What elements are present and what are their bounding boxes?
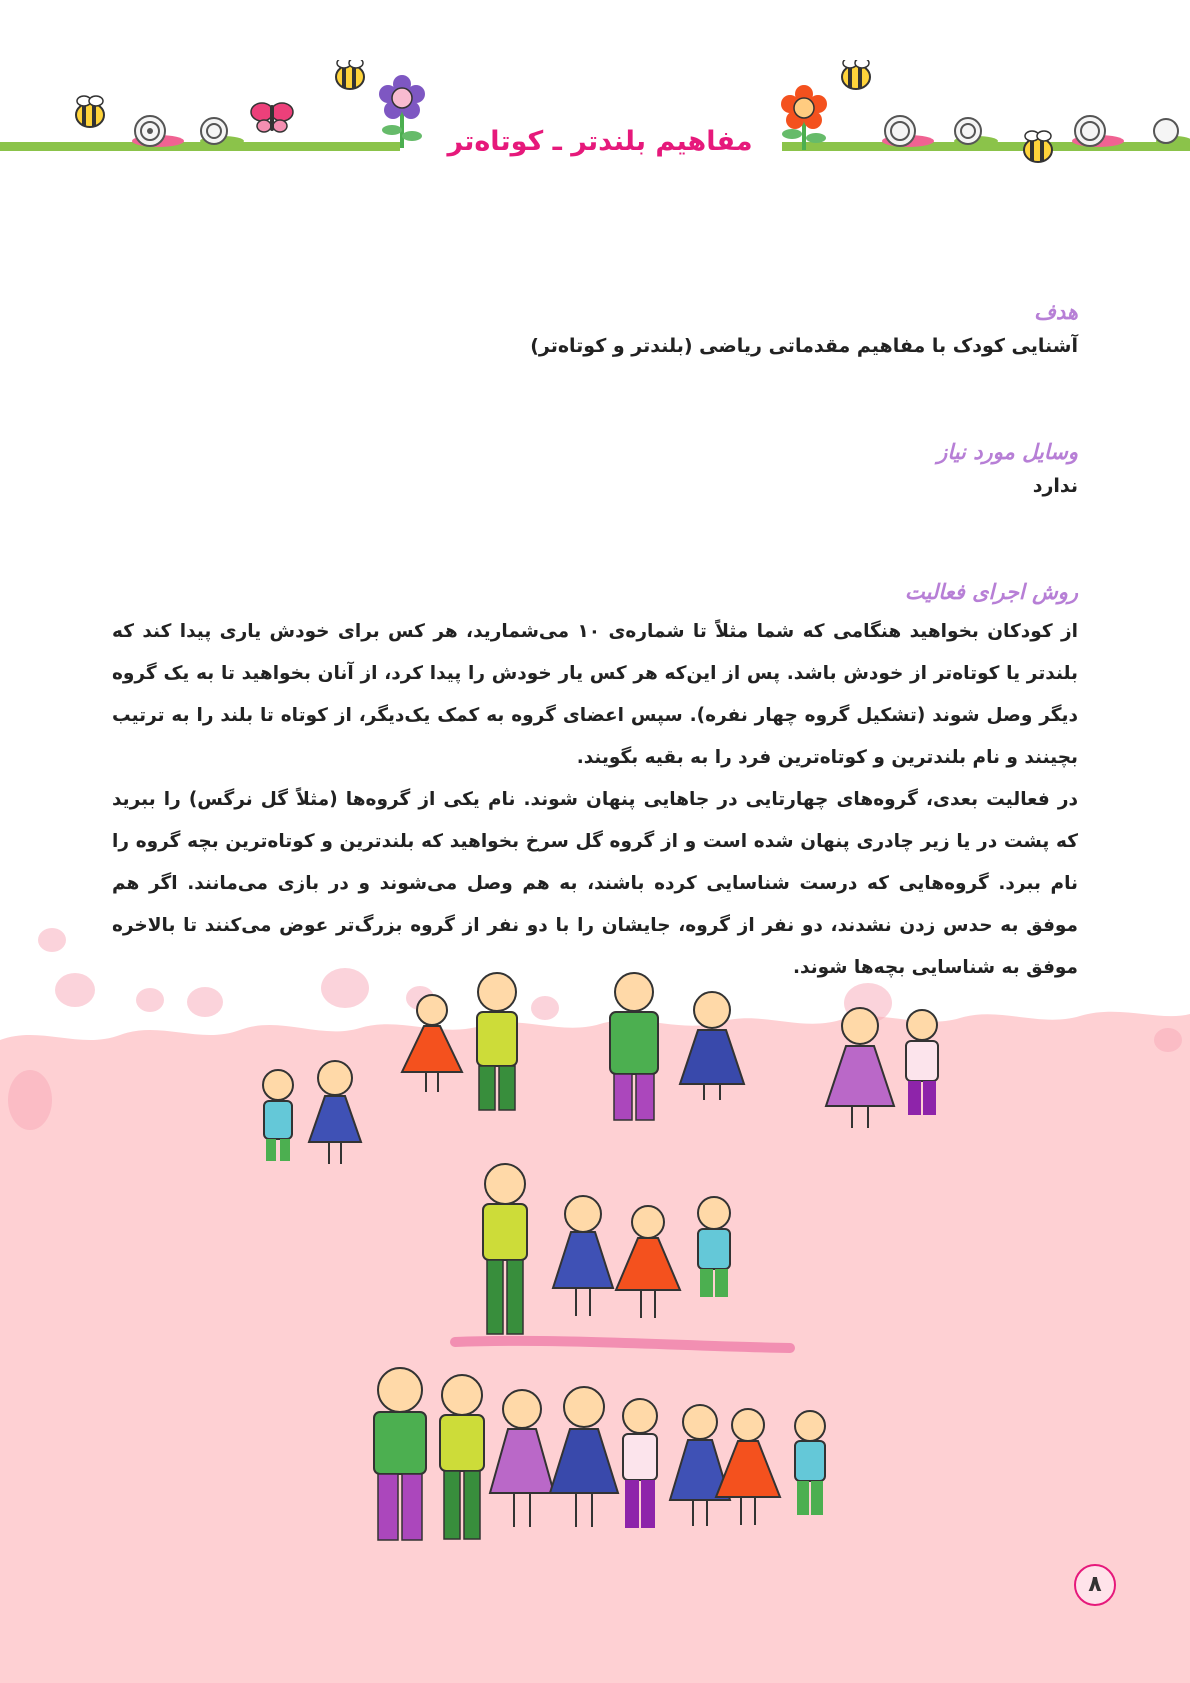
children-illustration <box>0 910 1190 1683</box>
content <box>112 295 1078 989</box>
grass-line-left <box>0 142 400 151</box>
page-title: مفاهیم بلندتر ـ کوتاه‌تر <box>447 126 753 157</box>
goal-heading: هدف <box>1034 299 1078 324</box>
materials-heading: وسایل مورد نیاز <box>937 439 1078 464</box>
snail-icon <box>882 116 934 147</box>
goal-text: آشنایی کودک با مفاهیم مقدماتی ریاضی (بلندتر و کوتاه‌تر) <box>530 335 1078 357</box>
page-number: ۸ <box>1074 1564 1116 1606</box>
bee-icon <box>842 60 870 89</box>
bee-icon <box>76 96 104 127</box>
snail-icon <box>200 118 244 146</box>
method-heading: روش اجرای فعالیت <box>904 579 1078 604</box>
snail-icon <box>132 116 184 147</box>
materials-text: ندارد <box>1032 475 1078 497</box>
snail-icon <box>1154 119 1190 146</box>
snail-icon <box>954 118 998 146</box>
bee-icon <box>336 60 364 89</box>
pink-background <box>0 1012 1190 1683</box>
butterfly-icon <box>251 103 293 132</box>
method-paragraph-2: در فعالیت بعدی، گروه‌های چهارتایی در جاهایی پنهان شوند. نام یکی از گروه‌ها (مثلاً گل نرگس) را ببرید که پشت در یا زیر چادری پنهان شده است و از گروه گل سرخ بخواهید که بلندترین و کوتاه‌ترین بچه گروه را نام ببرد. گروه‌هایی که درست شناسایی کرده باشند، به هم وصل می‌شوند و در بازی می‌مانند. اگر هم موفق به حدس زدن نشدند، دو نفر از گروه، جایشان را با دو نفر از گروه بزرگ‌تر عوض می‌کنند تا بالاخره موفق به شناسایی بچه‌ها شوند. <box>112 789 1078 978</box>
method-paragraph-1: از کودکان بخواهید هنگامی که شما مثلاً تا شماره‌ی ۱۰ می‌شمارید، هر کس برای خودش یاری پیدا کند که بلندتر یا کوتاه‌تر از خودش باشد. پس از این‌که هر کس یار خودش را پیدا کرد، از آنان بخواهید تا به یک گروه دیگر وصل شوند (تشکیل گروه چهار نفره). سپس اعضای گروه به کمک یک‌دیگر، از کوتاه تا بلند را به ترتیب بچینند و نام بلندترین و کوتاه‌ترین فرد را به بقیه بگویند. <box>112 621 1078 768</box>
bee-icon <box>1024 131 1052 162</box>
snail-icon <box>1072 116 1124 147</box>
